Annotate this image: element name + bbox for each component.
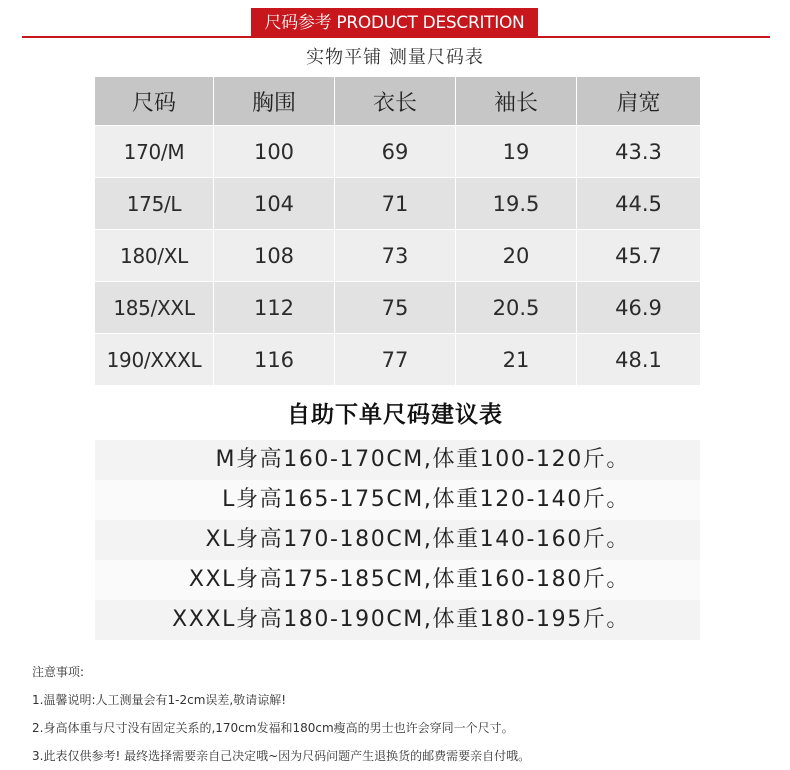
notes-heading: 注意事项: <box>32 665 85 679</box>
cell-chest: 116 <box>214 334 335 385</box>
recommendation-row: XXL身高175-185CM,体重160-180斤。 <box>95 560 700 600</box>
cell-sleeve: 21 <box>456 334 577 385</box>
table-subtitle: 实物平铺 测量尺码表 <box>306 47 484 68</box>
cell-length: 73 <box>335 230 456 282</box>
cell-size: 175/L <box>95 178 214 230</box>
column-header-size: 尺码 <box>95 77 214 126</box>
table-row <box>95 178 700 230</box>
cell-size: 190/XXXL <box>95 334 214 385</box>
cell-sleeve: 19 <box>456 126 577 178</box>
notes-section <box>32 658 772 770</box>
note-item: 2.身高体重与尺寸没有固定关系的,170cm发福和180cm瘦高的男士也许会穿同一个尺寸。 <box>32 721 514 735</box>
table-header-row <box>95 77 700 126</box>
size-table <box>95 77 700 385</box>
cell-sleeve: 19.5 <box>456 178 577 230</box>
table-row <box>95 126 700 178</box>
header-badge: 尺码参考 PRODUCT DESCRITION <box>251 8 538 38</box>
recommendation-title: 自助下单尺码建议表 <box>287 402 503 428</box>
cell-chest: 100 <box>214 126 335 178</box>
cell-length: 71 <box>335 178 456 230</box>
cell-sleeve: 20.5 <box>456 282 577 334</box>
recommendation-row: XL身高170-180CM,体重140-160斤。 <box>95 520 700 560</box>
column-header-length: 衣长 <box>335 77 456 126</box>
cell-length: 69 <box>335 126 456 178</box>
column-header-shoulder: 肩宽 <box>577 77 700 126</box>
column-header-chest: 胸围 <box>214 77 335 126</box>
cell-length: 75 <box>335 282 456 334</box>
recommendation-row: XXXL身高180-190CM,体重180-195斤。 <box>95 600 700 640</box>
cell-chest: 112 <box>214 282 335 334</box>
cell-shoulder: 43.3 <box>577 126 700 178</box>
table-row <box>95 230 700 282</box>
cell-shoulder: 46.9 <box>577 282 700 334</box>
cell-chest: 104 <box>214 178 335 230</box>
note-item: 3.此表仅供参考! 最终选择需要亲自己决定哦~因为尺码问题产生退换货的邮费需要亲自付哦。 <box>32 749 531 763</box>
cell-size: 185/XXL <box>95 282 214 334</box>
note-item: 1.温馨说明:人工测量会有1-2cm误差,敬请谅解! <box>32 693 287 707</box>
recommendation-row: L身高165-175CM,体重120-140斤。 <box>95 480 700 520</box>
table-row <box>95 282 700 334</box>
cell-length: 77 <box>335 334 456 385</box>
cell-shoulder: 44.5 <box>577 178 700 230</box>
recommendation-list <box>95 440 700 640</box>
recommendation-row: M身高160-170CM,体重100-120斤。 <box>95 440 700 480</box>
cell-size: 170/M <box>95 126 214 178</box>
cell-shoulder: 45.7 <box>577 230 700 282</box>
column-header-sleeve: 袖长 <box>456 77 577 126</box>
cell-chest: 108 <box>214 230 335 282</box>
cell-size: 180/XL <box>95 230 214 282</box>
cell-shoulder: 48.1 <box>577 334 700 385</box>
table-row <box>95 334 700 385</box>
cell-sleeve: 20 <box>456 230 577 282</box>
